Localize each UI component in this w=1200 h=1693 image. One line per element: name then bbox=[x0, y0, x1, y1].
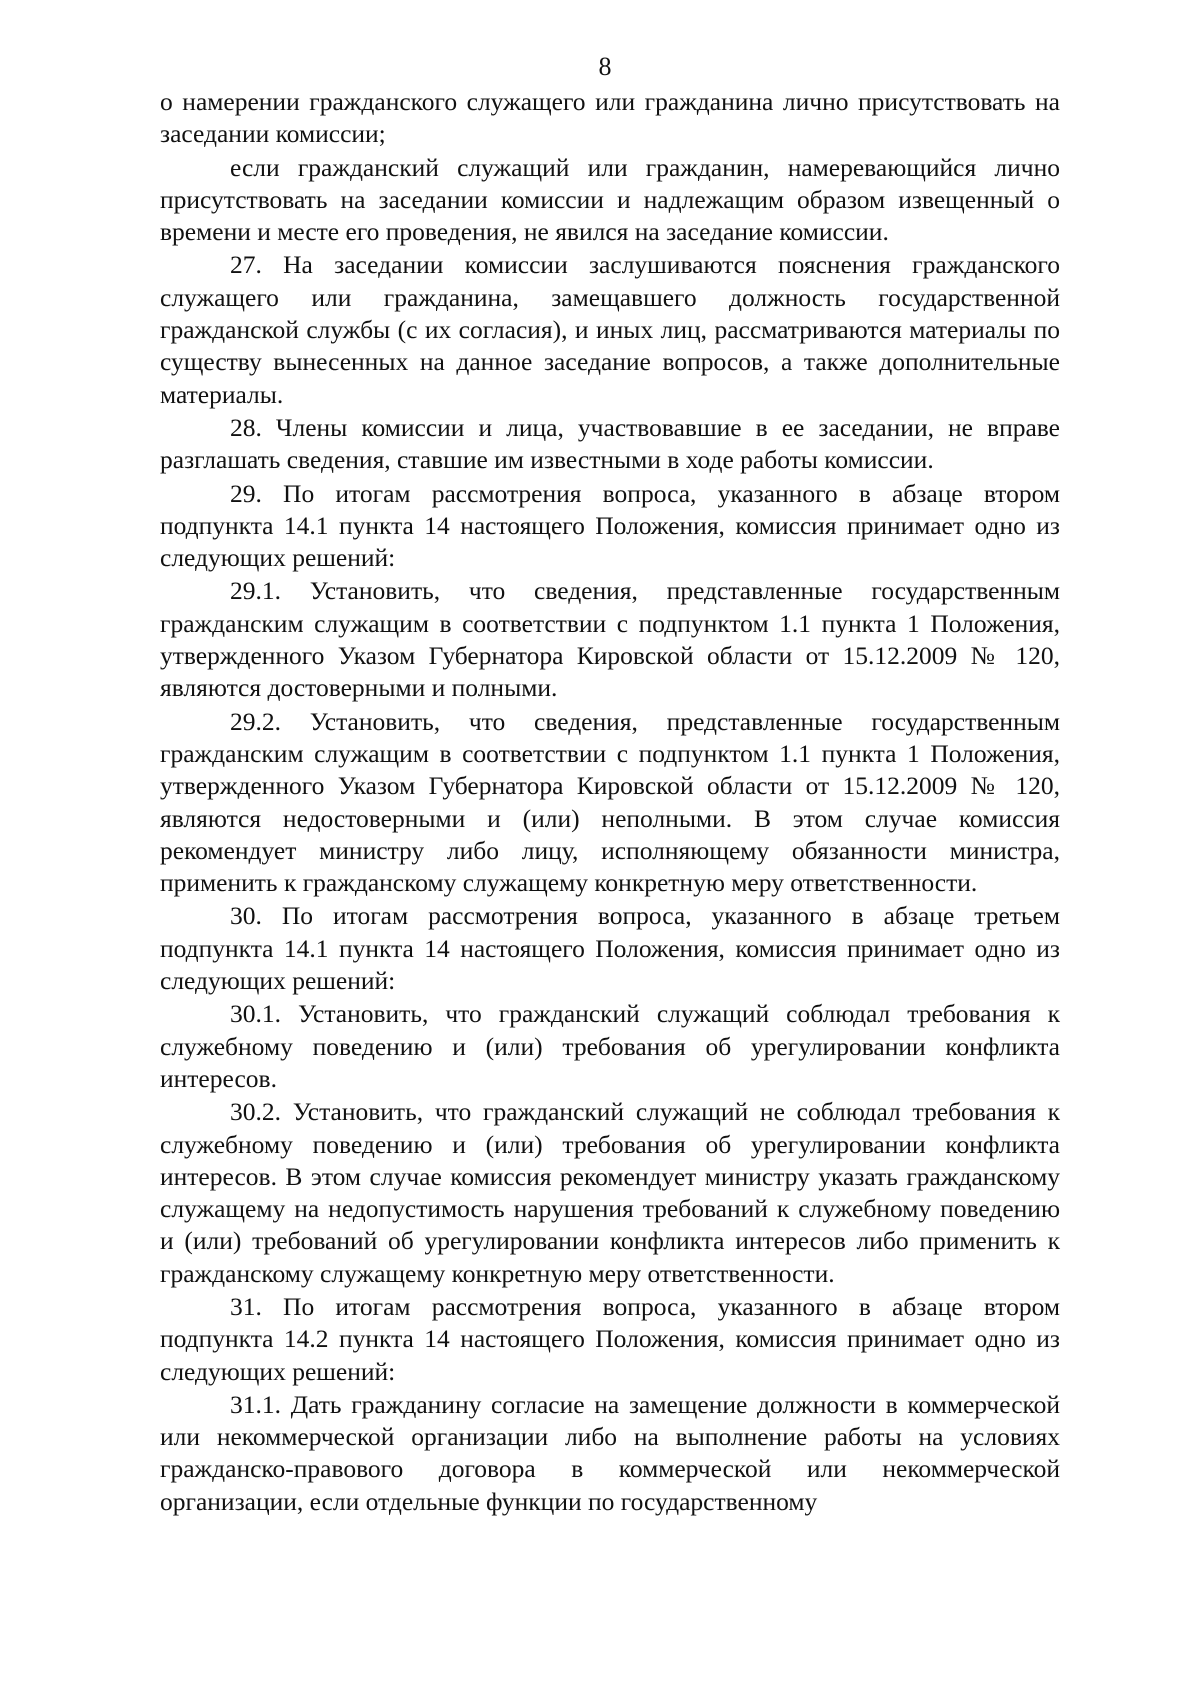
document-paragraph: 28. Члены комиссии и лица, участвовавшие в ее заседании, не вправе разглашать сведения, ставшие им известными в ходе работы комиссии. bbox=[160, 412, 1060, 475]
document-paragraph: о намерении гражданского служащего или гражданина лично присутствовать на заседании комиссии; bbox=[160, 87, 1060, 149]
document-paragraph: если гражданский служащий или гражданин, намеревающийся лично присутствовать на заседании комиссии и надлежащим образом извещенный о времени и месте его проведения, не явился на заседание комиссии. bbox=[160, 152, 1060, 247]
document-paragraph: 29. По итогам рассмотрения вопроса, указанного в абзаце втором подпункта 14.1 пункта 14 настоящего Положения, комиссия принимает одно из следующих решений: bbox=[160, 478, 1060, 573]
document-paragraph: 30.2. Установить, что гражданский служащий не соблюдал требования к служебному поведению и (или) требования об урегулировании конфликта интересов. В этом случае комиссия рекомендует министру указать гражданскому служащему на недопустимость нарушения требований к служебному поведению и (или) требований об урегулировании конфликта интересов либо применить к гражданскому служащему конкретную меру ответственности. bbox=[160, 1097, 1060, 1288]
document-paragraph: 30. По итогам рассмотрения вопроса, указанного в абзаце третьем подпункта 14.1 пункта 14 настоящего Положения, комиссия принимает одно из следующих решений: bbox=[160, 901, 1060, 996]
page-number: 8 bbox=[598, 52, 612, 81]
document-paragraph: 27. На заседании комиссии заслушиваются пояснения гражданского служащего или гражданина, замещавшего должность государственной гражданской службы (с их согласия), и иных лиц, рассматриваются материалы по существу вынесенных на данное заседание вопросов, а также дополнительные материалы. bbox=[160, 250, 1060, 409]
document-paragraph: 30.1. Установить, что гражданский служащий соблюдал требования к служебному поведению и (или) требования об урегулировании конфликта интересов. bbox=[160, 999, 1060, 1093]
document-paragraph: 29.1. Установить, что сведения, представленные государственным гражданским служащим в соответствии с подпунктом 1.1 пункта 1 Положения, утвержденного Указом Губернатора Кировской области от 15.12.2009 № 120, являются достоверными и полными. bbox=[160, 576, 1060, 703]
document-paragraph: 31. По итогам рассмотрения вопроса, указанного в абзаце втором подпункта 14.2 пункта 14 настоящего Положения, комиссия принимает одно из следующих решений: bbox=[160, 1291, 1060, 1386]
document-paragraph: 31.1. Дать гражданину согласие на замещение должности в коммерческой или некоммерческой организации либо на выполнение работы на условиях гражданско-правового договора в коммерческой или некоммерческой организации, если отдельные функции по государственному bbox=[160, 1389, 1060, 1516]
document-paragraph: 29.2. Установить, что сведения, представленные государственным гражданским служащим в соответствии с подпунктом 1.1 пункта 1 Положения, утвержденного Указом Губернатора Кировской области от 15.12.2009 № 120, являются недостоверными и (или) неполными. В этом случае комиссия рекомендует министру либо лицу, исполняющему обязанности министра, применить к гражданскому служащему конкретную меру ответственности. bbox=[160, 706, 1060, 898]
document-body bbox=[160, 86, 1060, 1519]
